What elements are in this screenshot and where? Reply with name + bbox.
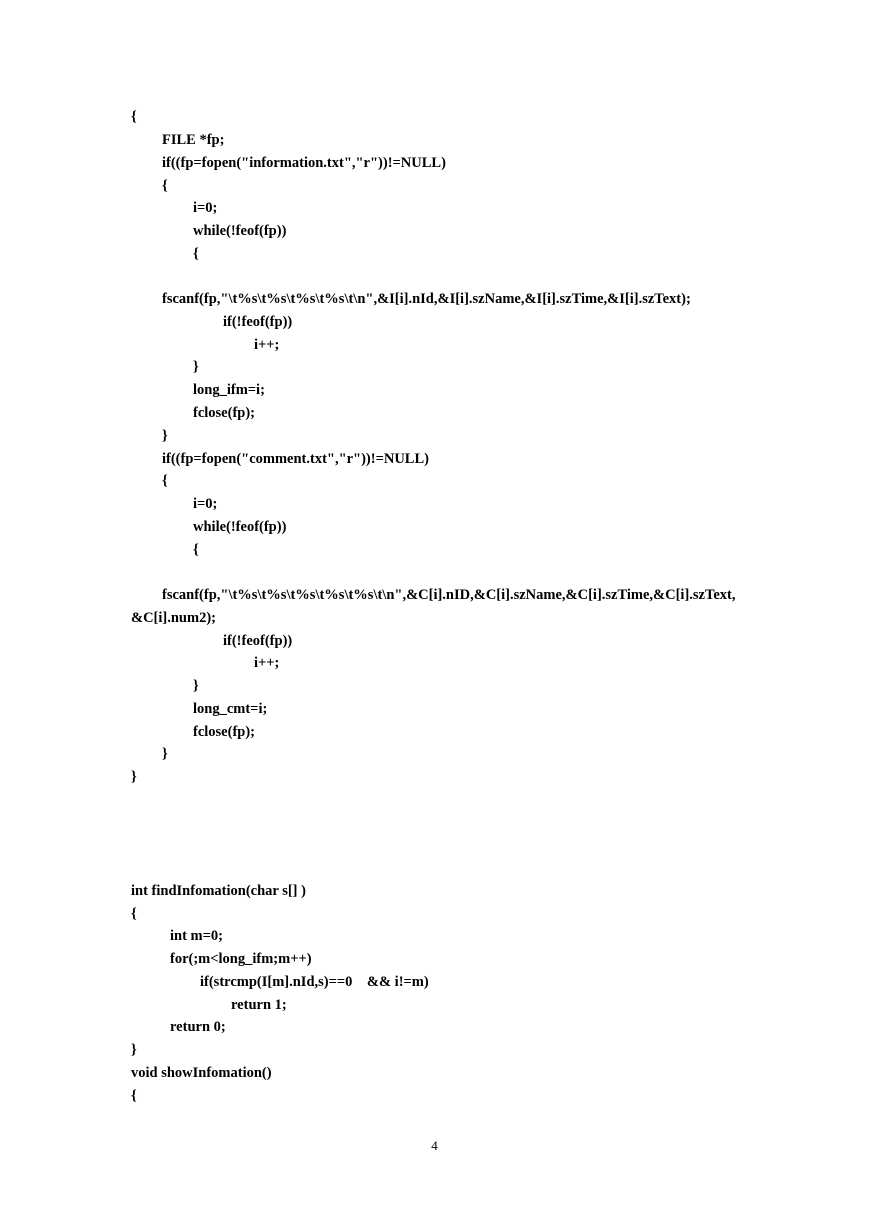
- code-line: }: [193, 678, 199, 694]
- code-line: {: [131, 1088, 137, 1104]
- code-line: {: [162, 178, 168, 194]
- code-line: FILE *fp;: [162, 132, 225, 148]
- code-line: long_ifm=i;: [193, 382, 265, 398]
- code-line: fscanf(fp,"\t%s\t%s\t%s\t%s\t\n",&I[i].nId,&I[i].szName,&I[i].szTime,&I[i].szText);: [162, 291, 691, 307]
- code-line: i=0;: [193, 496, 218, 512]
- code-line: for(;m<long_ifm;m++): [170, 951, 312, 967]
- code-line: long_cmt=i;: [193, 701, 268, 717]
- code-line: i++;: [254, 337, 280, 353]
- code-line: void showInfomation(): [131, 1065, 272, 1081]
- code-line: int findInfomation(char s[] ): [131, 883, 306, 899]
- code-line: }: [193, 359, 199, 375]
- code-line: if((fp=fopen("comment.txt","r"))!=NULL): [162, 451, 429, 467]
- code-line: if(strcmp(I[m].nId,s)==0 && i!=m): [200, 974, 429, 990]
- page-number: 4: [431, 1138, 438, 1153]
- code-line: &C[i].num2);: [131, 610, 216, 626]
- code-line: fclose(fp);: [193, 405, 256, 421]
- code-line: if((fp=fopen("information.txt","r"))!=NULL): [162, 155, 446, 171]
- code-line: }: [131, 769, 137, 785]
- code-line: if(!feof(fp)): [223, 314, 293, 330]
- code-line: {: [193, 542, 199, 558]
- code-line: }: [131, 1042, 137, 1058]
- code-line: {: [131, 109, 137, 125]
- code-line: {: [162, 473, 168, 489]
- code-line: return 0;: [170, 1019, 226, 1035]
- code-line: return 1;: [231, 997, 287, 1013]
- code-line: while(!feof(fp)): [193, 223, 287, 239]
- code-line: {: [131, 906, 137, 922]
- code-line: }: [162, 746, 168, 762]
- code-line: fscanf(fp,"\t%s\t%s\t%s\t%s\t%s\t\n",&C[i].nID,&C[i].szName,&C[i].szTime,&C[i].szText,: [162, 587, 736, 603]
- code-line: i=0;: [193, 200, 218, 216]
- code-line: fclose(fp);: [193, 724, 256, 740]
- code-line: i++;: [254, 655, 280, 671]
- code-line: {: [193, 246, 199, 262]
- code-line: while(!feof(fp)): [193, 519, 287, 535]
- code-line: int m=0;: [170, 928, 223, 944]
- code-line: }: [162, 428, 168, 444]
- code-line: if(!feof(fp)): [223, 633, 293, 649]
